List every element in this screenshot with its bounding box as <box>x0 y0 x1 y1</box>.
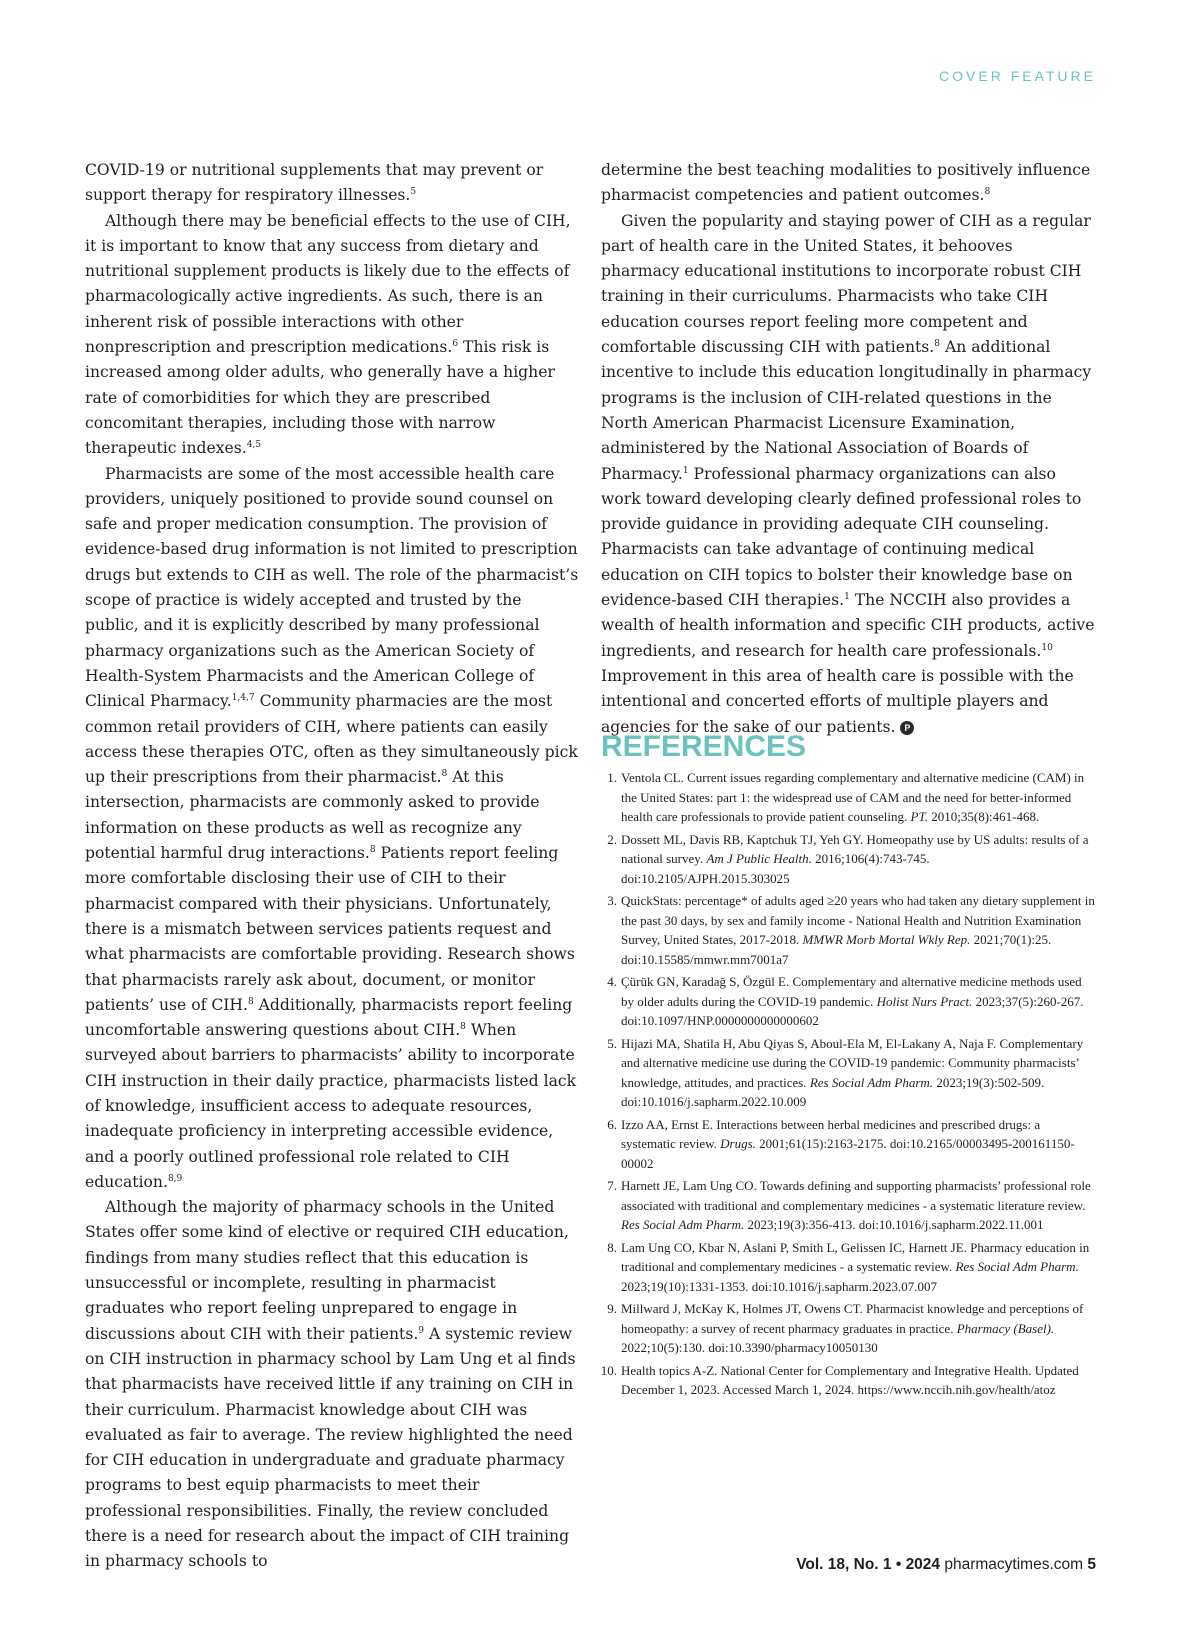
end-of-article-icon: P <box>900 721 914 735</box>
references-heading: REFERENCES <box>601 730 807 763</box>
reference-journal: Drugs. <box>720 1136 756 1151</box>
article-column-left <box>85 158 579 1575</box>
issue-info: Vol. 18, No. 1 • 2024 <box>796 1556 941 1573</box>
reference-item: 1. Ventola CL. Current issues regarding complementary and alternative medicine (CAM) in the United States: part 1: the widespread use of CAM and the need for better-informed health care professionals to provide patient counseling. PT. 2010;35(8):461-468. <box>601 768 1097 827</box>
reference-number: 10. <box>600 1362 617 1378</box>
reference-item: 9. Millward J, McKay K, Holmes JT, Owens CT. Pharmacist knowledge and perceptions of homeopathy: a survey of recent pharmacy graduates in practice. Pharmacy (Basel). 2022;10(5):130. doi:10.3390/pharmacy10050130 <box>601 1299 1097 1358</box>
section-label: COVER FEATURE <box>939 68 1096 84</box>
reference-number: 3. <box>607 893 617 908</box>
site-link[interactable]: pharmacytimes.com <box>944 1556 1084 1573</box>
page-footer <box>796 1556 1096 1574</box>
reference-journal: PT. <box>910 809 928 824</box>
reference-item: 7. Harnett JE, Lam Ung CO. Towards defining and supporting pharmacists’ professional role associated with traditional and complementary medicines - a systematic literature review. Res Social Adm Pharm. 2023;19(3):356-413. doi:10.1016/j.sapharm.2022.11.001 <box>601 1176 1097 1235</box>
reference-number: 9. <box>607 1301 617 1316</box>
reference-number: 5. <box>607 1035 617 1051</box>
paragraph: Pharmacists are some of the most accessible health care providers, uniquely positioned to provide sound counsel on safe and proper medication consumption. The provision of evidence-based drug information is not limited to prescription drugs but extends to CIH as well. The role of the pharmacist’s scope of practice is widely accepted and trusted by the public, and it is explicitly described by many professional pharmacy organizations such as the American Society of Health-System Pharmacists and the American College of Clinical Pharmacy.$^{1,4,7}$ Community pharmacies are the most common retail providers of CIH, where patients can easily access these therapies OTC, often as they simultaneously pick up their prescriptions from their pharmacist.$^8$ At this intersection, pharmacists are commonly asked to provide information on these products as well as recognize any potential harmful drug interactions.$^8$ Patients report feeling more comfortable disclosing their use of CIH to their pharmacist compared with their physicians. Unfortunately, there is a mismatch between services patients request and what pharmacists are comfortable providing. Research shows that pharmacists rarely ask about, document, or monitor patients’ use of CIH.$^8$ Additionally, pharmacists report feeling uncomfortable answering questions about CIH.$^8$ When surveyed about barriers to pharmacists’ ability to incorporate CIH instruction in their daily practice, pharmacists listed lack of knowledge, insufficient access to adequate resources, inadequate proficiency in interpreting accessible evidence, and a poorly outlined professional role related to CIH education.$^{8,9}$ <box>85 464 579 1191</box>
reference-journal: Res Social Adm Pharm. <box>955 1259 1079 1274</box>
reference-number: 4. <box>607 974 617 989</box>
reference-number: 6. <box>607 1116 617 1132</box>
paragraph: COVID-19 or nutritional supplements that may prevent or support therapy for respiratory illnesses.$^5$ <box>85 161 544 205</box>
reference-item: 5. Hijazi MA, Shatila H, Abu Qiyas S, Aboul-Ela M, El-Lakany A, Naja F. Complementary and alternative medicine use during the COVID-19 pandemic: Community pharmacists’ knowledge, attitudes, and practices. Res Social Adm Pharm. 2023;19(3):502-509. doi:10.1016/j.sapharm.2022.10.009 <box>601 1034 1097 1112</box>
reference-item: 10. Health topics A-Z. National Center for Complementary and Integrative Health. Updated December 1, 2023. Accessed March 1, 2024. https://www.nccih.nih.gov/health/atoz <box>600 1362 1079 1397</box>
page-number: 5 <box>1087 1556 1096 1573</box>
reference-journal: Holist Nurs Pract. <box>876 993 973 1009</box>
reference-journal: Pharmacy (Basel). <box>956 1320 1055 1336</box>
reference-journal: MMWR Morb Mortal Wkly Rep. <box>802 932 971 947</box>
reference-item: 8. Lam Ung CO, Kbar N, Aslani P, Smith L, Gelissen IC, Harnett JE. Pharmacy education in traditional and complementary medicines - a systematic review. Res Social Adm Pharm. 2023;19(10):1331-1353. doi:10.1016/j.sapharm.2023.07.007 <box>601 1238 1097 1297</box>
reference-number: 2. <box>607 831 617 847</box>
paragraph: determine the best teaching modalities to positively influence pharmacist competencies and patient outcomes.$^8$ <box>601 161 1091 205</box>
reference-item: 2. Dossett ML, Davis RB, Kaptchuk TJ, Yeh GY. Homeopathy use by US adults: results of a national survey. Am J Public Health. 2016;106(4):743-745. doi:10.2105/AJPH.2015.303025 <box>601 830 1097 889</box>
reference-journal: Am J Public Health. <box>706 851 812 866</box>
references-list <box>601 768 1097 1403</box>
reference-item: 4. Çürük GN, Karadağ S, Özgül E. Complementary and alternative medicine methods used by older adults during the COVID-19 pandemic. Holist Nurs Pract. 2023;37(5):260-267. doi:10.1097/HNP.0000000000000602 <box>601 972 1097 1031</box>
reference-journal: Res Social Adm Pharm. <box>809 1074 934 1090</box>
reference-number: 7. <box>607 1178 617 1193</box>
reference-number: 1. <box>607 770 617 785</box>
paragraph: Although there may be beneficial effects to the use of CIH, it is important to know that any success from dietary and nutritional supplement products is likely due to the effects of pharmacologically active ingredients. As such, there is an inherent risk of possible interactions with other nonprescription and prescription medications.$^6$ This risk is increased among older adults, who generally have a higher rate of comorbidities for which they are prescribed concomitant therapies, including those with narrow therapeutic indexes.$^{4,5}$ <box>85 211 571 458</box>
reference-item: 3. QuickStats: percentage* of adults aged ≥20 years who had taken any dietary supplement in the past 30 days, by sex and family income - National Health and Nutrition Examination Survey, United States, 2017-2018. MMWR Morb Mortal Wkly Rep. 2021;70(1):25. doi:10.15585/mmwr.mm7001a7 <box>601 891 1097 969</box>
reference-number: 8. <box>607 1239 617 1255</box>
reference-journal: Res Social Adm Pharm. <box>621 1217 745 1232</box>
paragraph: Given the popularity and staying power of CIH as a regular part of health care in the United States, it behooves pharmacy educational institutions to incorporate robust CIH training in their curriculums. Pharmacists who take CIH education courses report feeling more competent and comfortable discussing CIH with patients.$^8$ An additional incentive to include this education longitudinally in pharmacy programs is the inclusion of CIH-related questions in the North American Pharmacist Licensure Examination, administered by the National Association of Boards of Pharmacy.$^1$ Professional pharmacy organizations can also work toward developing clearly defined professional roles to provide guidance in providing adequate CIH counseling. Pharmacists can take advantage of continuing medical education on CIH topics to bolster their knowledge base on evidence-based CIH therapies.$^1$ The NCCIH also provides a wealth of health information and specific CIH products, active ingredients, and research for health care professionals.$^{10}$ Improvement in this area of health care is possible with the intentional and concerted efforts of multiple players and agencies for the sake of our patients. P <box>601 211 1095 736</box>
paragraph: Although the majority of pharmacy schools in the United States offer some kind of elective or required CIH education, findings from many studies reflect that this education is unsuccessful or incomplete, resulting in pharmacist graduates who report feeling unprepared to engage in discussions about CIH with their patients.$^9$ A systemic review on CIH instruction in pharmacy school by Lam Ung et al finds that pharmacists have received little if any training on CIH in their curriculum. Pharmacist knowledge about CIH was evaluated as fair to average. The review highlighted the need for CIH education in undergraduate and graduate pharmacy programs to best equip pharmacists to meet their professional responsibilities. Finally, the review concluded there is a need for research about the impact of CIH training in pharmacy schools to <box>85 1198 576 1571</box>
reference-item: 6. Izzo AA, Ernst E. Interactions between herbal medicines and prescribed drugs: a systematic review. Drugs. 2001;61(15):2163-2175. doi:10.2165/00003495-200161150-00002 <box>601 1115 1097 1174</box>
article-column-right <box>601 158 1095 740</box>
